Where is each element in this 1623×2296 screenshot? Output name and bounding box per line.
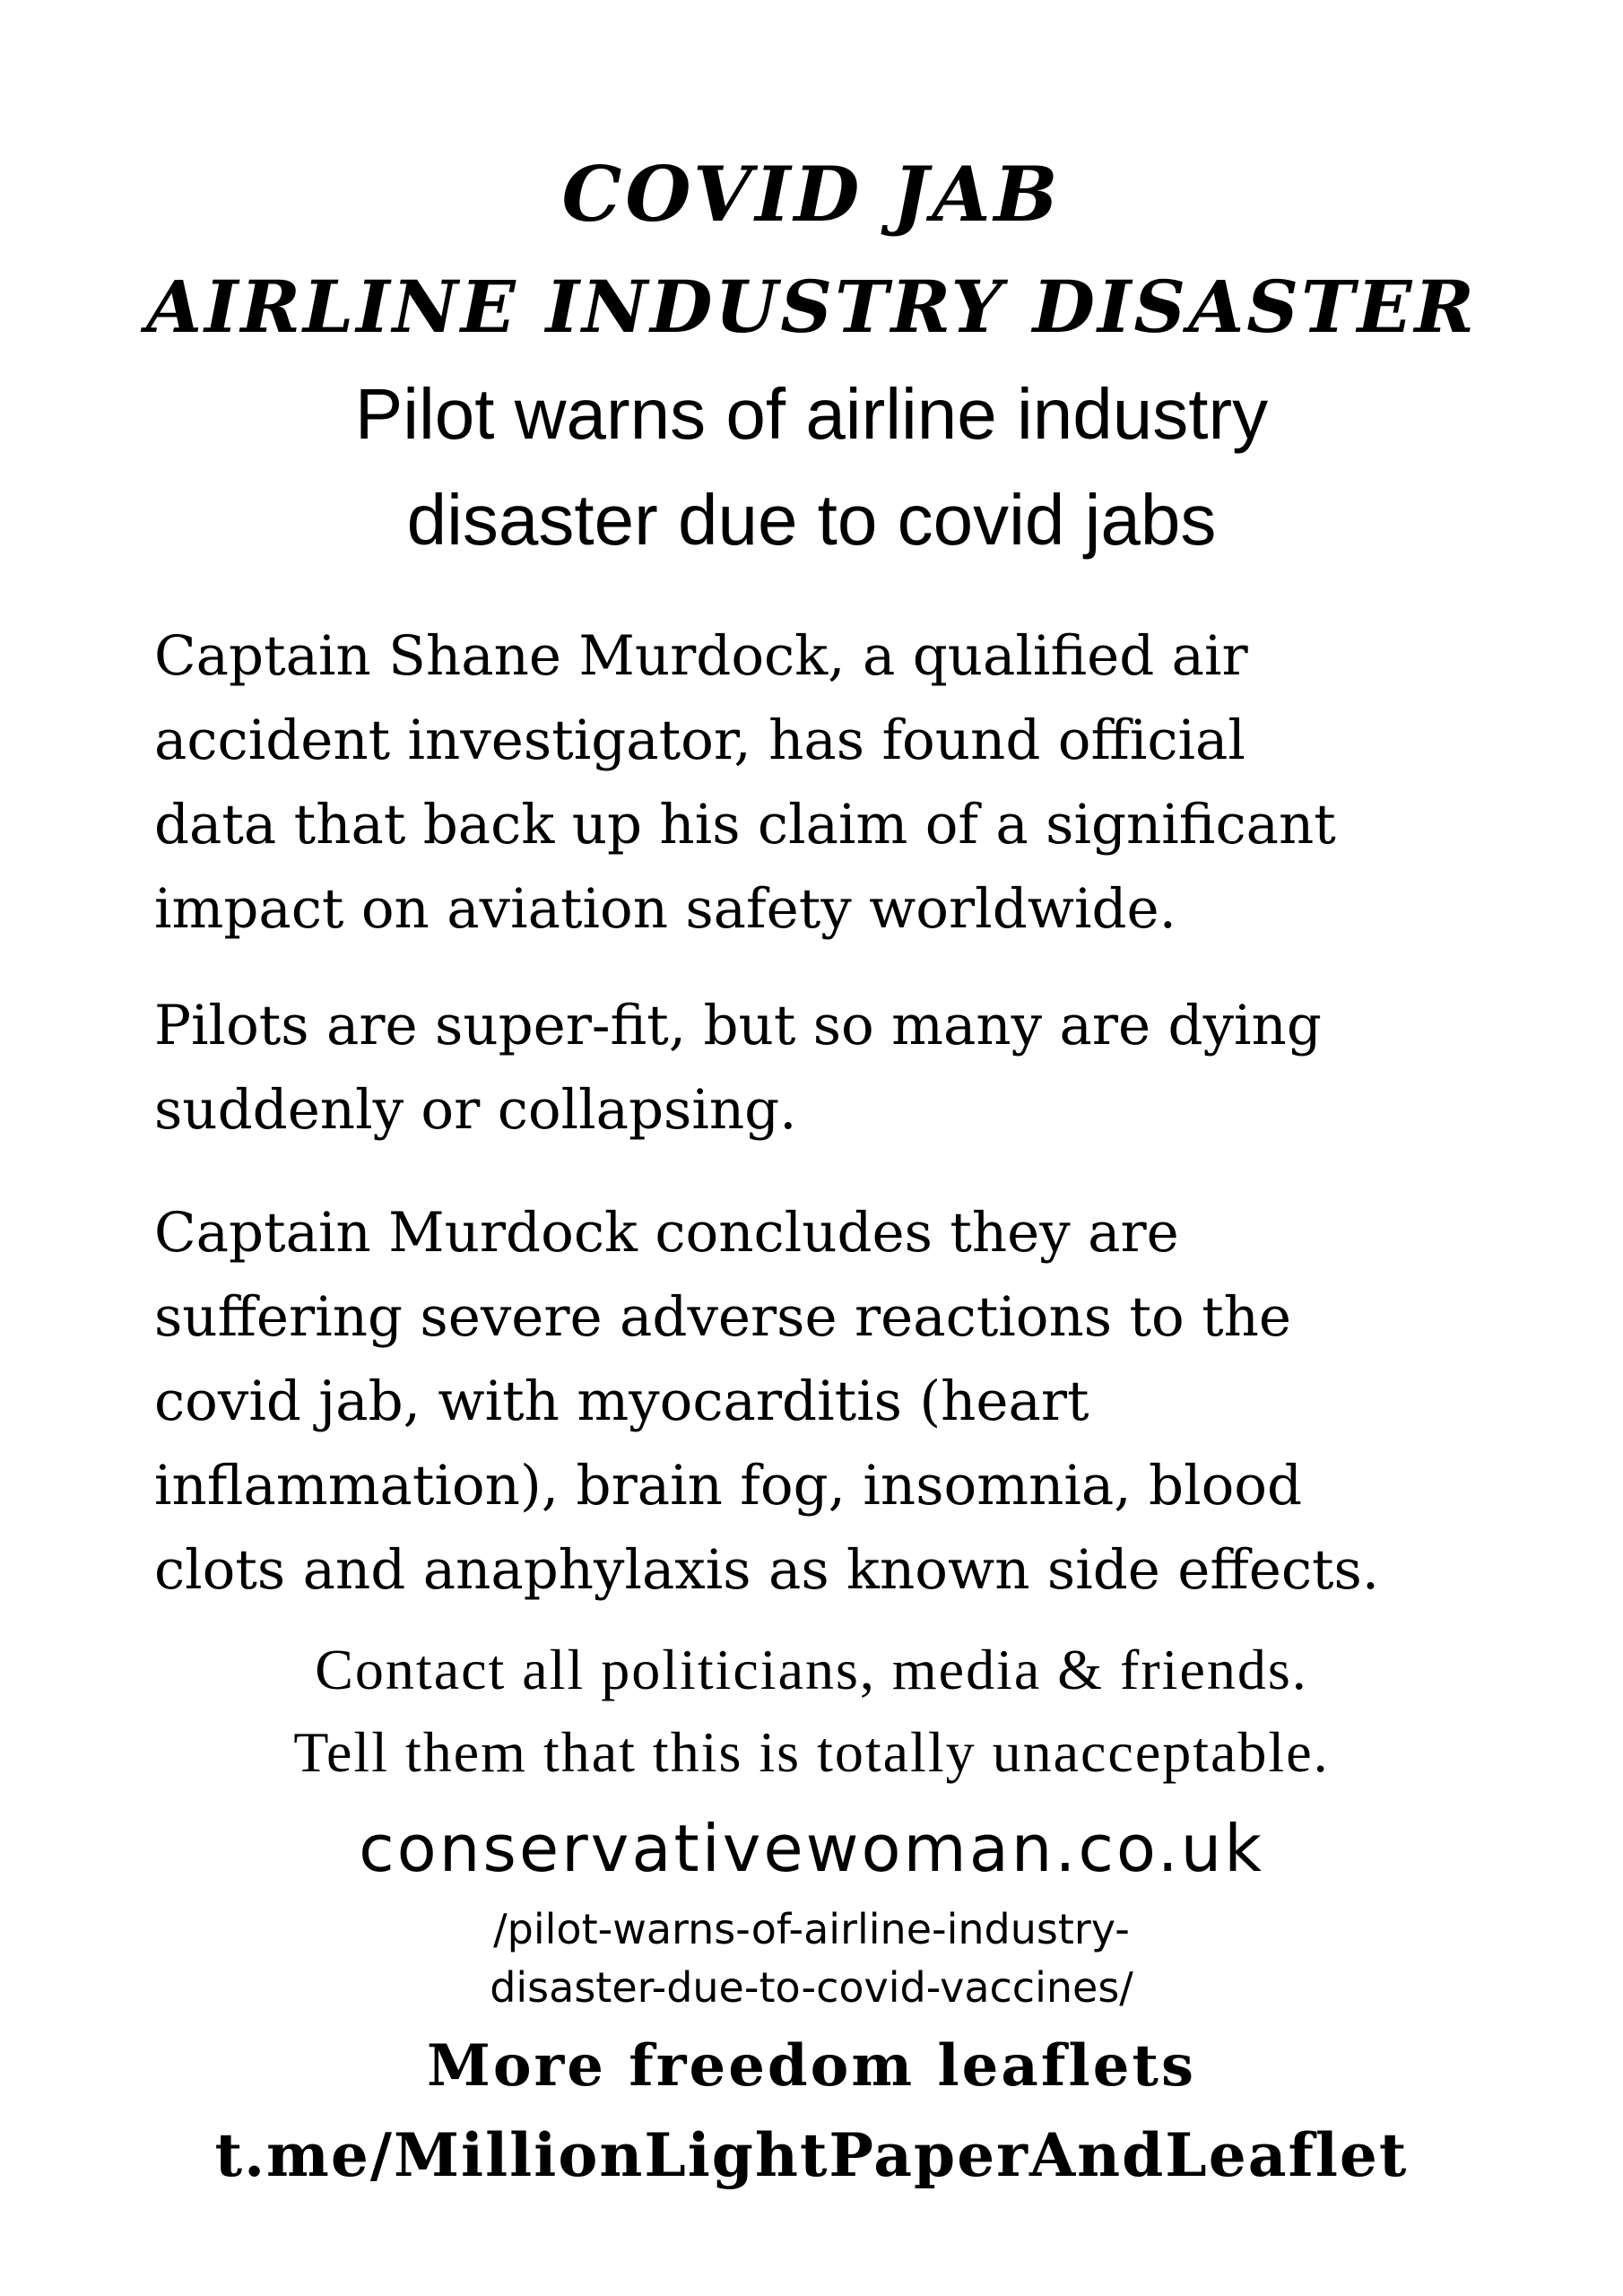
telegram-link[interactable]: t.me/MillionLightPaperAndLeaflet — [214, 2120, 1409, 2190]
contact-line-2: Tell them that this is totally unacceptable. — [293, 1720, 1330, 1784]
paragraph-pilots — [154, 984, 1517, 1152]
title-airline-industry-disaster: AIRLINE INDUSTRY DISASTER — [146, 265, 1477, 349]
paragraph-investigator — [154, 614, 1517, 952]
paragraph-line: inflammation), brain fog, insomnia, blood — [154, 1454, 1303, 1518]
more-leaflets-text: More freedom leaflets — [426, 2032, 1197, 2100]
paragraph-line: suddenly or collapsing. — [154, 1078, 797, 1142]
paragraph-line: Pilots are super-fit, but so many are dying — [154, 994, 1322, 1057]
title-covid-jab: COVID JAB — [561, 150, 1062, 239]
website-link[interactable]: conservativewoman.co.uk — [359, 1811, 1264, 1886]
paragraph-line: Captain Murdock concludes they are — [154, 1201, 1179, 1265]
paragraph-line: Captain Shane Murdock, a qualified air — [154, 624, 1248, 688]
subtitle-line-2: disaster due to covid jabs — [406, 480, 1217, 560]
subtitle-line-1: Pilot warns of airline industry — [354, 374, 1269, 454]
paragraph-line: covid jab, with myocarditis (heart — [154, 1370, 1089, 1433]
contact-line-1: Contact all politicians, media & friends. — [315, 1638, 1308, 1701]
paragraph-line: suffering severe adverse reactions to the — [154, 1285, 1292, 1349]
url-path-line-1: /pilot-warns-of-airline-industry- — [493, 1905, 1130, 1953]
paragraph-conclusion — [154, 1191, 1517, 1613]
paragraph-line: impact on aviation safety worldwide. — [154, 877, 1176, 941]
url-path-line-2: disaster-due-to-covid-vaccines/ — [490, 1963, 1133, 2012]
paragraph-line: accident investigator, has found official — [154, 709, 1245, 772]
paragraph-line: clots and anaphylaxis as known side effects. — [154, 1538, 1380, 1602]
paragraph-line: data that back up his claim of a significant — [154, 793, 1336, 857]
